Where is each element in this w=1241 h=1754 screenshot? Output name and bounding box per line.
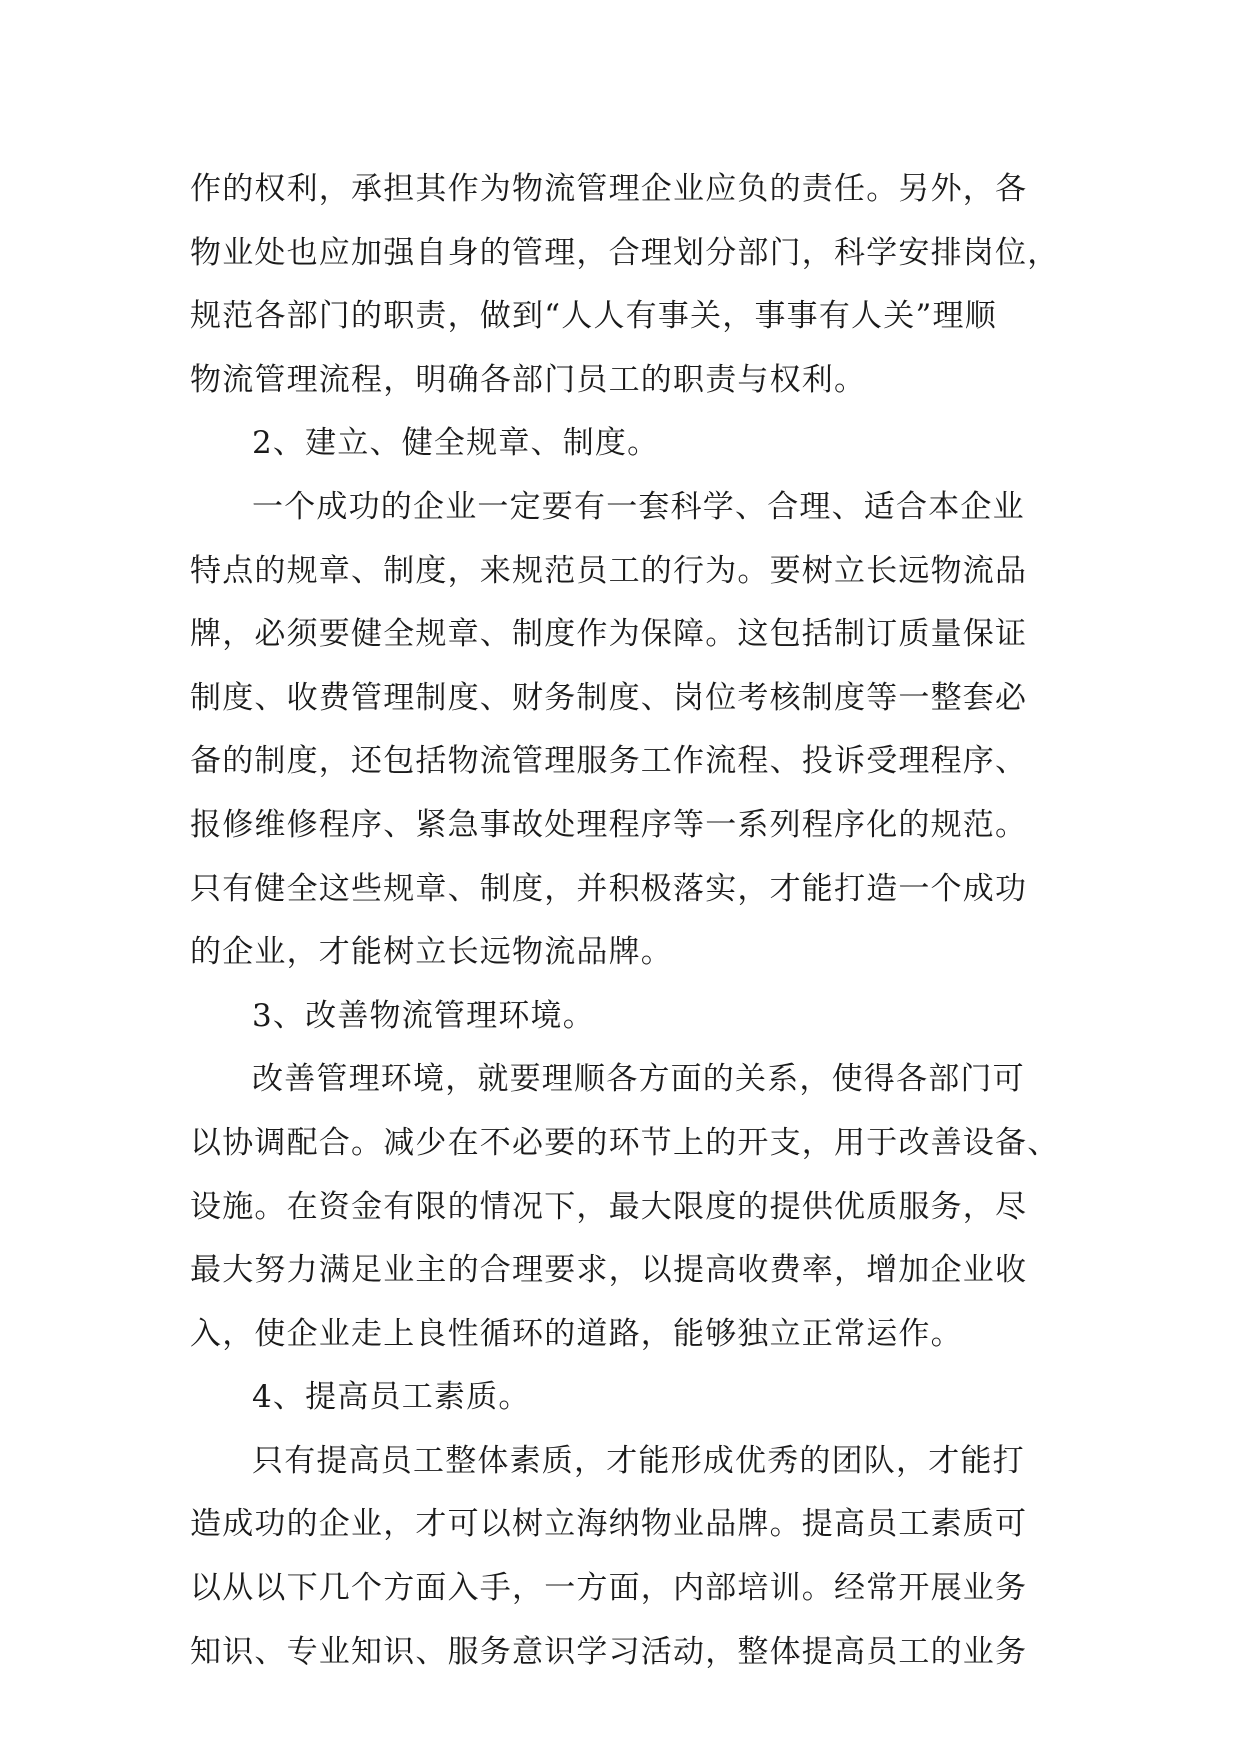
text-line: 牌，必须要健全规章、制度作为保障。这包括制订质量保证 bbox=[190, 616, 1028, 653]
text-line: 以协调配合。减少在不必要的环节上的开支，用于改善设备、 bbox=[190, 1124, 1060, 1161]
text-line: 物业处也应加强自身的管理，合理划分部门，科学安排岗位， bbox=[190, 234, 1060, 271]
text-line: 入，使企业走上良性循环的道路，能够独立正常运作。 bbox=[190, 1315, 963, 1352]
text-line: 的企业，才能树立长远物流品牌。 bbox=[190, 934, 673, 971]
text-line: 3、改善物流管理环境。 bbox=[252, 997, 595, 1034]
text-line: 只有健全这些规章、制度，并积极落实，才能打造一个成功 bbox=[190, 870, 1028, 907]
text-line: 备的制度，还包括物流管理服务工作流程、投诉受理程序、 bbox=[190, 743, 1028, 780]
text-line: 知识、专业知识、服务意识学习活动，整体提高员工的业务 bbox=[190, 1633, 1028, 1670]
text-line: 作的权利，承担其作为物流管理企业应负的责任。另外，各 bbox=[190, 171, 1028, 207]
text-line: 改善管理环境，就要理顺各方面的关系，使得各部门可 bbox=[252, 1061, 1025, 1098]
text-line: 造成功的企业，才可以树立海纳物业品牌。提高员工素质可 bbox=[190, 1506, 1028, 1543]
text-line: 报修维修程序、紧急事故处理程序等一系列程序化的规范。 bbox=[190, 806, 1028, 843]
document-body bbox=[190, 158, 1070, 1684]
text-line: 只有提高员工整体素质，才能形成优秀的团队，才能打 bbox=[252, 1442, 1025, 1479]
text-line: 一个成功的企业一定要有一套科学、合理、适合本企业 bbox=[252, 488, 1025, 525]
text-line: 制度、收费管理制度、财务制度、岗位考核制度等一整套必 bbox=[190, 679, 1028, 716]
text-line: 以从以下几个方面入手，一方面，内部培训。经常开展业务 bbox=[190, 1570, 1028, 1607]
text-line: 设施。在资金有限的情况下，最大限度的提供优质服务，尽 bbox=[190, 1188, 1028, 1225]
text-line: 最大努力满足业主的合理要求，以提高收费率，增加企业收 bbox=[190, 1252, 1028, 1289]
text-line: 规范各部门的职责，做到“人人有事关，事事有人关”理顺 bbox=[190, 298, 997, 335]
text-line: 4、提高员工素质。 bbox=[252, 1379, 531, 1416]
text-line: 物流管理流程，明确各部门员工的职责与权利。 bbox=[190, 361, 867, 398]
text-line: 特点的规章、制度，来规范员工的行为。要树立长远物流品 bbox=[190, 552, 1028, 589]
text-line: 2、建立、健全规章、制度。 bbox=[252, 425, 660, 462]
